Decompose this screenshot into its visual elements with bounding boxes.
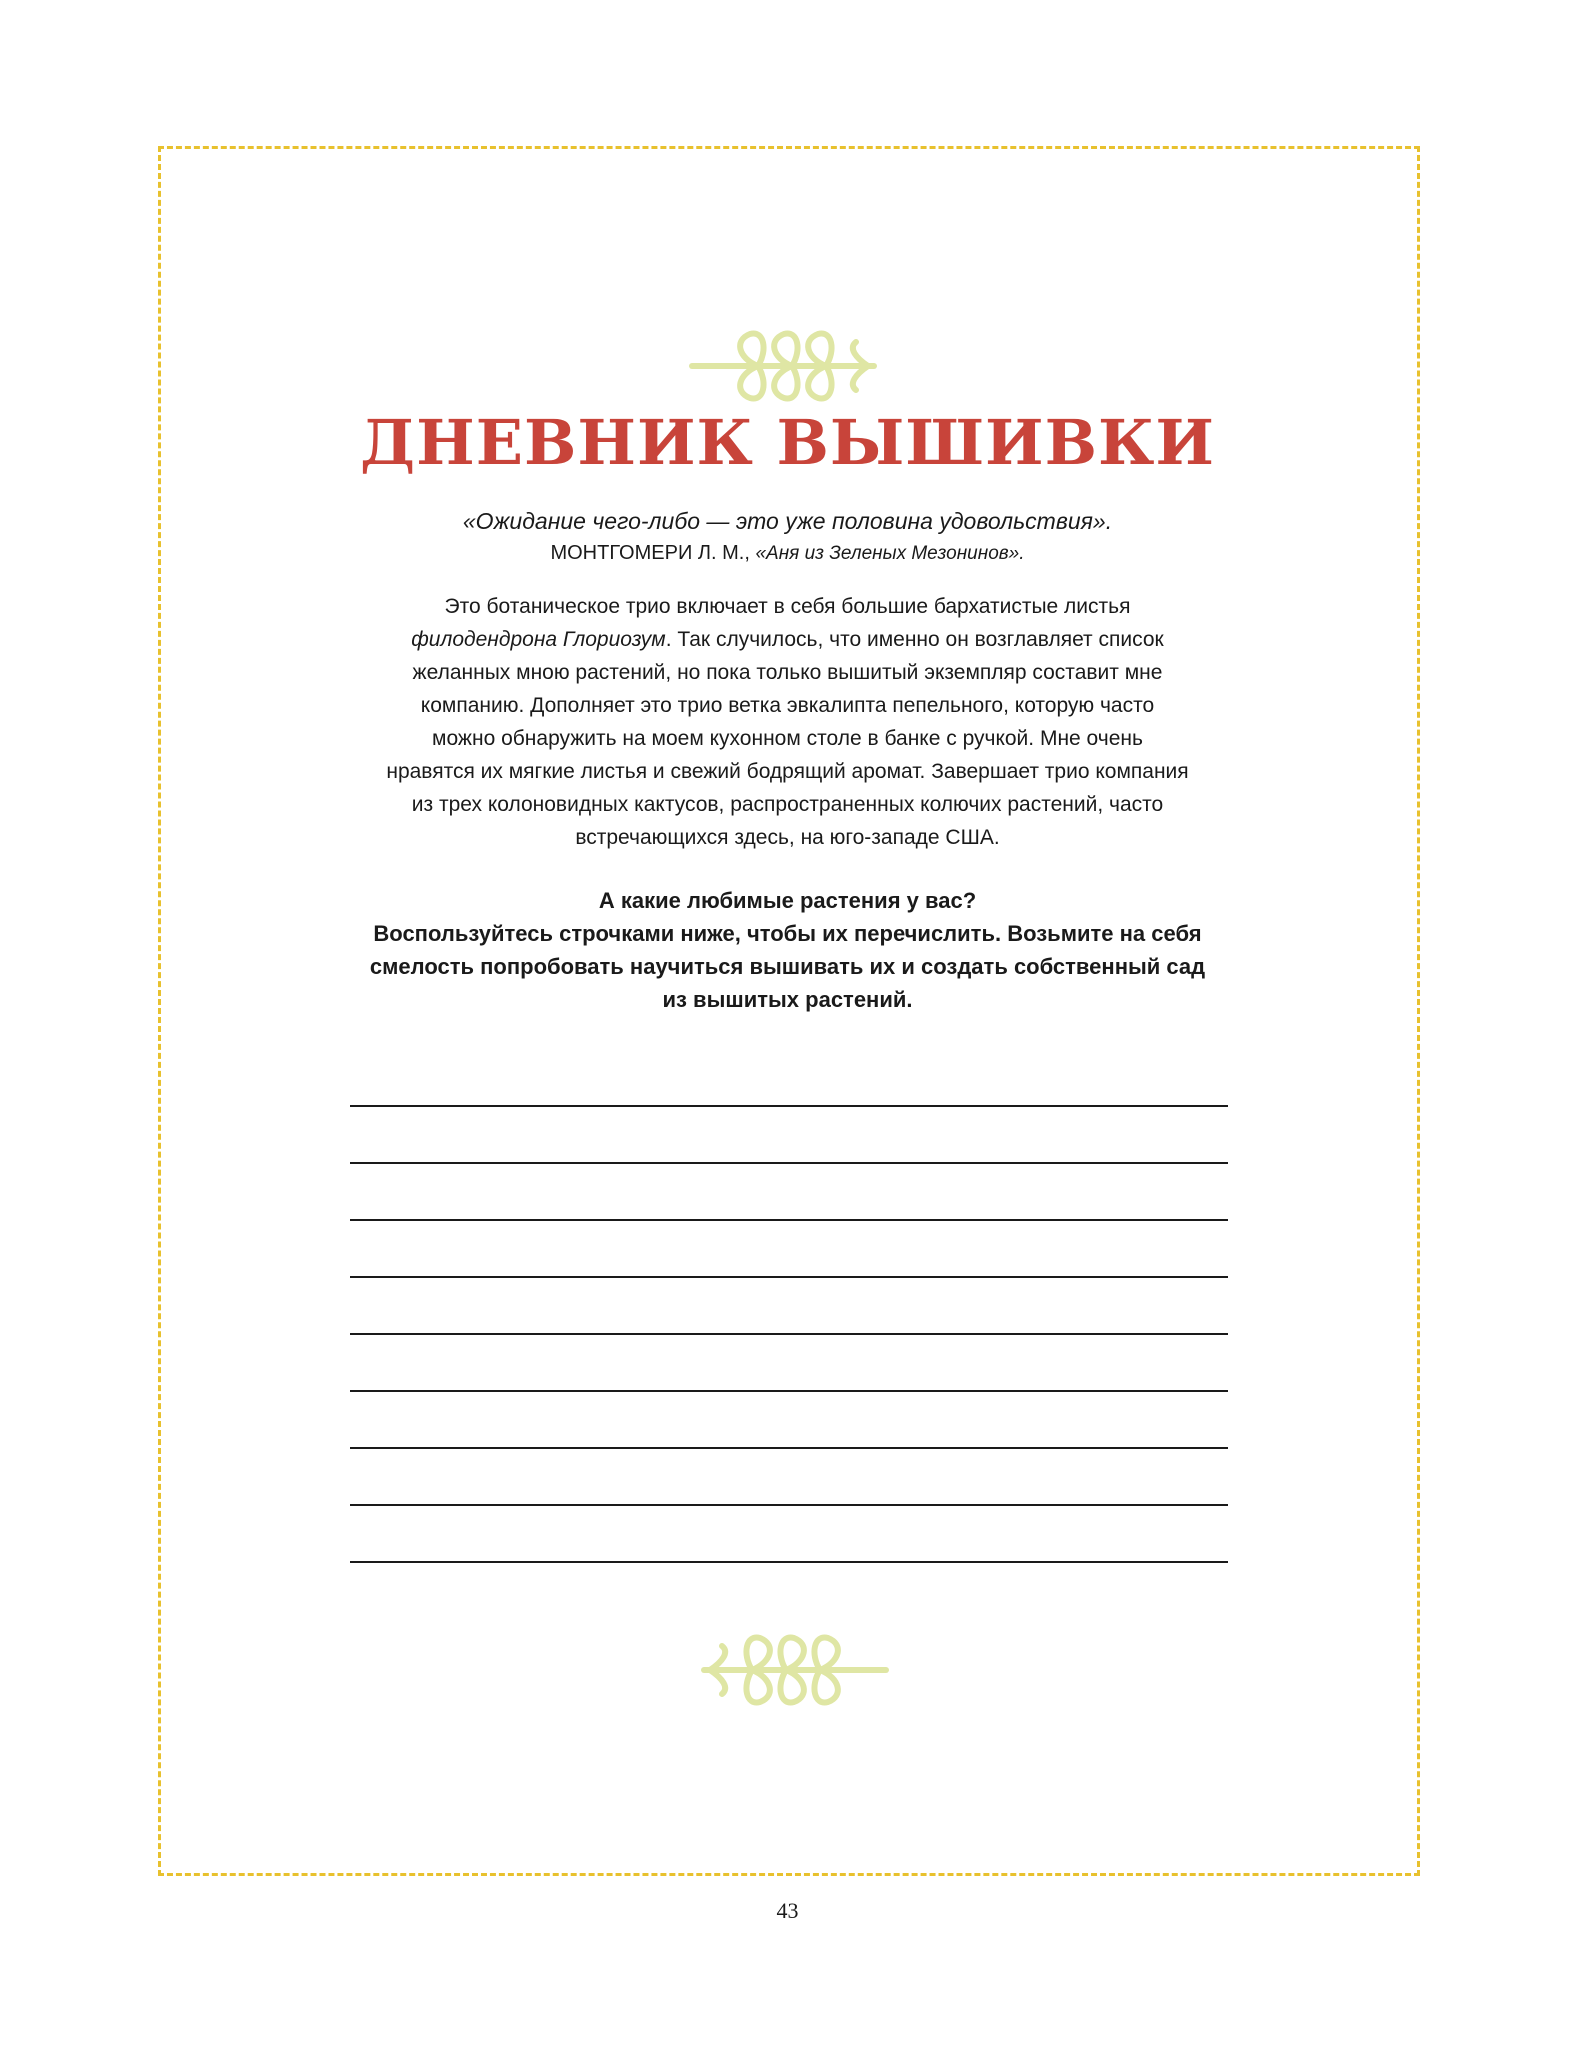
body-line: желанных мною растений, но пока только вышитый экземпляр составит мне (412, 661, 1163, 684)
body-line: встречающихся здесь, на юго-западе США. (575, 826, 1000, 849)
body-line: нравятся их мягкие листья и свежий бодрящий аромат. Завершает трио компания (386, 760, 1189, 783)
writing-line[interactable] (350, 1278, 1228, 1335)
writing-line[interactable] (350, 1164, 1228, 1221)
description-paragraph (320, 590, 1255, 854)
writing-lines (350, 1105, 1228, 1563)
writing-line[interactable] (350, 1449, 1228, 1506)
body-line (320, 623, 1255, 656)
quote-author: МОНТГОМЕРИ Л. М., (550, 542, 756, 564)
writing-line[interactable] (350, 1392, 1228, 1449)
body-line-rest: . Так случилось, что именно он возглавляет список (665, 628, 1164, 651)
page-title: ДНЕВНИК ВЫШИВКИ (360, 406, 1215, 479)
prompt-line: А какие любимые растения у вас? (598, 888, 977, 913)
prompt-line: из вышитых растений. (662, 987, 913, 1012)
epigraph-attribution (0, 542, 1575, 565)
quote-work: «Аня из Зеленых Мезонинов». (755, 543, 1025, 564)
writing-line[interactable] (350, 1107, 1228, 1164)
leaf-sprig-bottom-icon (698, 1632, 890, 1708)
leaf-sprig-top-icon (688, 328, 880, 404)
prompt-line: смелость попробовать научиться вышивать их и создать собственный сад (369, 954, 1206, 979)
body-line: можно обнаружить на моем кухонном столе в банке с ручкой. Мне очень (432, 727, 1143, 750)
writing-line[interactable] (350, 1506, 1228, 1563)
body-line: из трех колоновидных кактусов, распространенных колючих растений, часто (411, 793, 1164, 816)
writing-line[interactable] (350, 1221, 1228, 1278)
plant-name-italic: филодендрона Глориозум (411, 628, 666, 651)
body-line: компанию. Дополняет это трио ветка эвкалипта пепельного, которую часто (420, 694, 1155, 717)
epigraph-quote: «Ожидание чего-либо — это уже половина удовольствия». (462, 508, 1113, 534)
page-number: 43 (776, 1898, 799, 1923)
body-line: Это ботаническое трио включает в себя большие бархатистые листья (444, 595, 1131, 618)
writing-line[interactable] (350, 1335, 1228, 1392)
prompt-line: Воспользуйтесь строчками ниже, чтобы их перечислить. Возьмите на себя (373, 921, 1202, 946)
journal-prompt (300, 884, 1275, 1016)
